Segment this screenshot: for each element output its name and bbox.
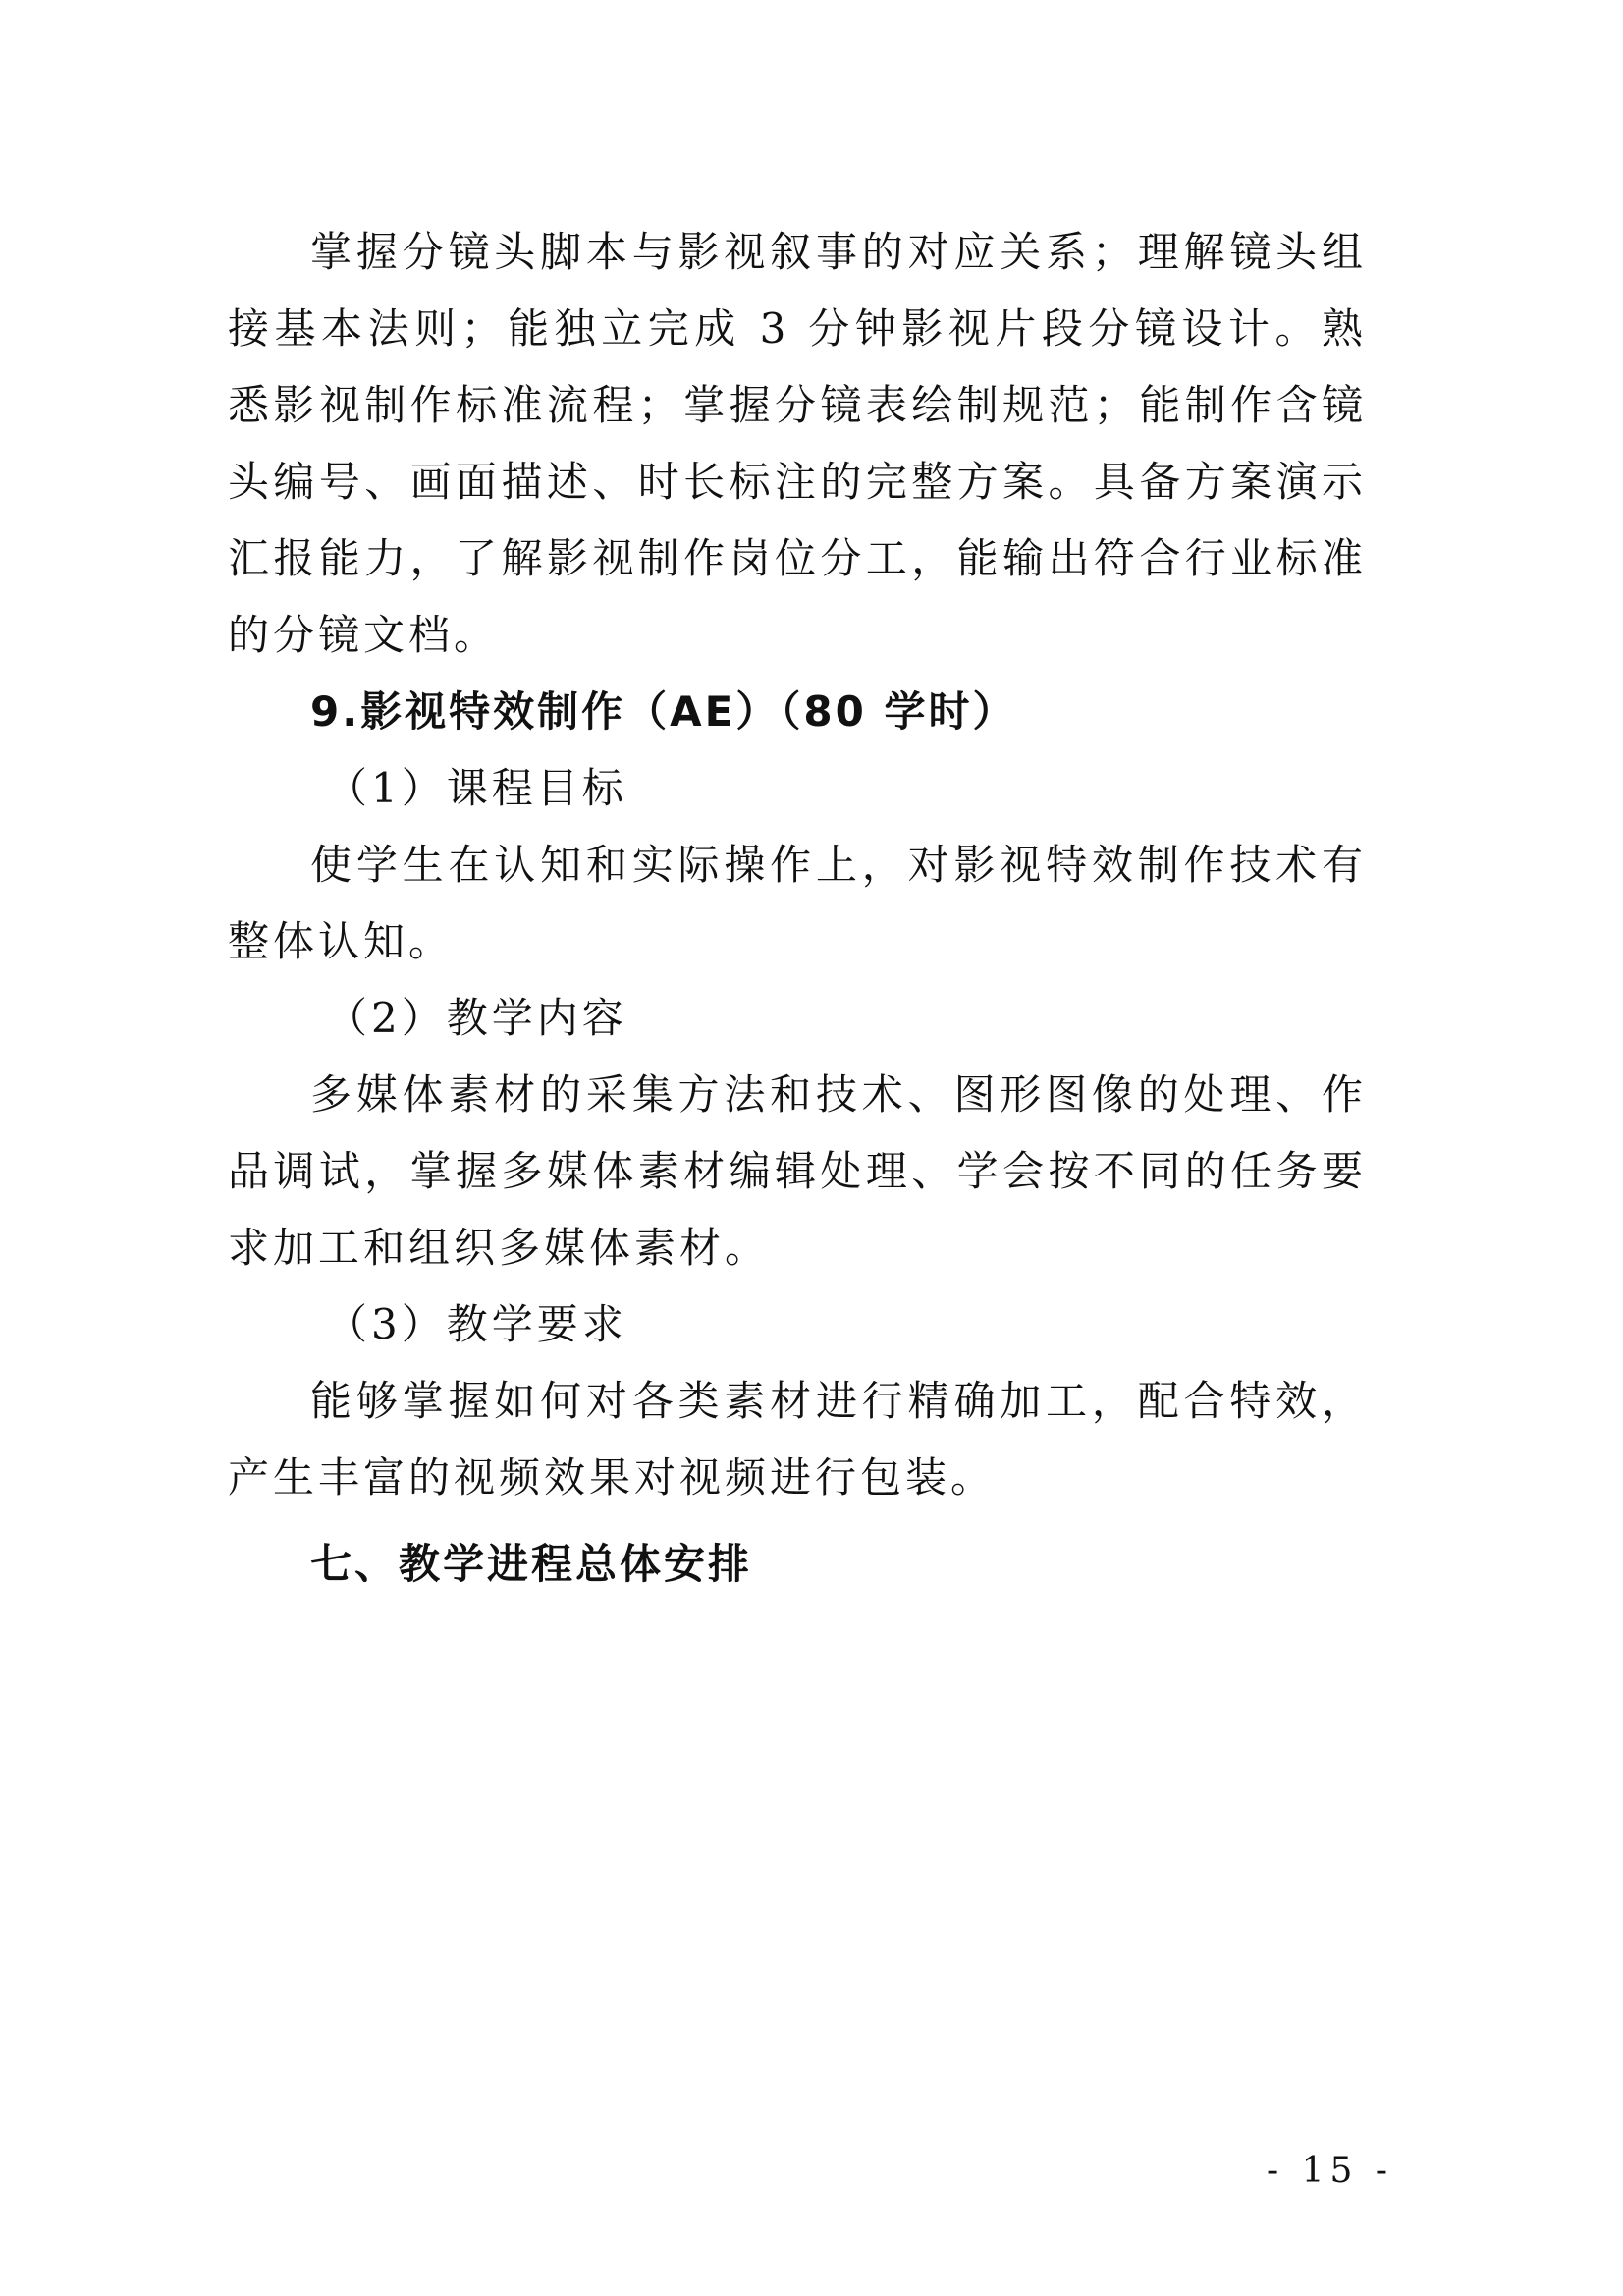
page-number: - 15 - [1267, 2151, 1394, 2191]
document-body [228, 214, 1367, 1603]
content-text: 多媒体素材的采集方法和技术、图形图像的处理、作品调试，掌握多媒体素材编辑处理、学会按不同的任务要求加工和组织多媒体素材。 [228, 1070, 1367, 1272]
paragraph-storyboard: 掌握分镜头脚本与影视叙事的对应关系；理解镜头组接基本法则；能独立完成 3 分钟影视片段分镜设计。熟悉影视制作标准流程；掌握分镜表绘制规范；能制作含镜头编号、画面描述、时长标注的完整方案。具备方案演示汇报能力，了解影视制作岗位分工，能输出符合行业标准的分镜文档。 [228, 228, 1367, 659]
content-heading: （2）教学内容 [326, 994, 627, 1042]
chapter-7-title: 七、教学进程总体安排 [310, 1540, 753, 1588]
goal-heading: （1）课程目标 [326, 764, 627, 812]
requirement-heading: （3）教学要求 [326, 1300, 627, 1348]
section-9-title: 9.影视特效制作（AE）（80 学时） [310, 687, 1017, 736]
goal-text: 使学生在认知和实际操作上，对影视特效制作技术有整体认知。 [228, 841, 1367, 965]
requirement-text: 能够掌握如何对各类素材进行精确加工，配合特效，产生丰富的视频效果对视频进行包装。 [228, 1377, 1367, 1502]
